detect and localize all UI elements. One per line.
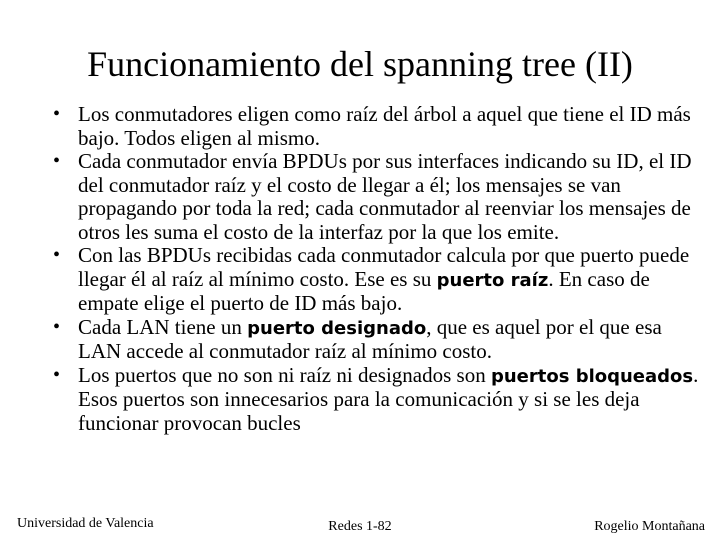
bullet-item — [50, 150, 700, 244]
bullet-item — [50, 364, 700, 436]
bullet-text: Con las BPDUs recibidas cada conmutador calcula por que puerto puede llegar él al raíz al mínimo costo. Ese es su — [78, 243, 690, 291]
bullet-text: , que es aquel por el que esa LAN accede al conmutador raíz al mínimo costo. — [78, 314, 662, 363]
bullet-item — [50, 103, 700, 150]
bullet-dot-icon: • — [53, 103, 61, 125]
bullet-item — [50, 316, 700, 364]
bullet-text: . Esos puertos son innecesarios para la comunicación y si se les deja funcionar provocan bucles — [78, 362, 699, 435]
bullet-item — [50, 244, 700, 316]
bullet-text: Cada LAN tiene un — [78, 314, 248, 339]
bullet-text: Los puertos que no son ni raíz ni designados son — [78, 362, 491, 387]
bullet-text: Los conmutadores eligen como raíz del árbol a aquel que tiene el ID más bajo. Todos eligen al mismo. — [78, 102, 691, 150]
footer-institution: Universidad de Valencia — [17, 516, 154, 531]
bullet-dot-icon: • — [53, 244, 61, 266]
footer-author: Rogelio Montañana — [594, 519, 705, 534]
slide-title: Funcionamiento del spanning tree (II) — [87, 44, 633, 84]
bold-term: puertos bloqueados — [490, 365, 694, 387]
bullet-dot-icon: • — [53, 363, 61, 386]
bold-term: puerto designado — [247, 317, 427, 339]
footer-slide-number: Redes 1-82 — [328, 519, 392, 534]
bullet-dot-icon: • — [53, 315, 61, 338]
bullet-text: Cada conmutador envía BPDUs por sus interfaces indicando su ID, el ID del conmutador raíz y el costo de llegar a él; los mensajes se van propagando por toda la red; cada conmutador al reenviar los mensajes de otros les suma el costo de la interfaz por la que los emite. — [78, 149, 692, 244]
bullet-dot-icon: • — [53, 150, 61, 172]
bullet-text: . En caso de empate elige el puerto de ID más bajo. — [78, 266, 650, 315]
bullet-list — [50, 103, 700, 435]
bold-term: puerto raíz — [436, 269, 549, 291]
